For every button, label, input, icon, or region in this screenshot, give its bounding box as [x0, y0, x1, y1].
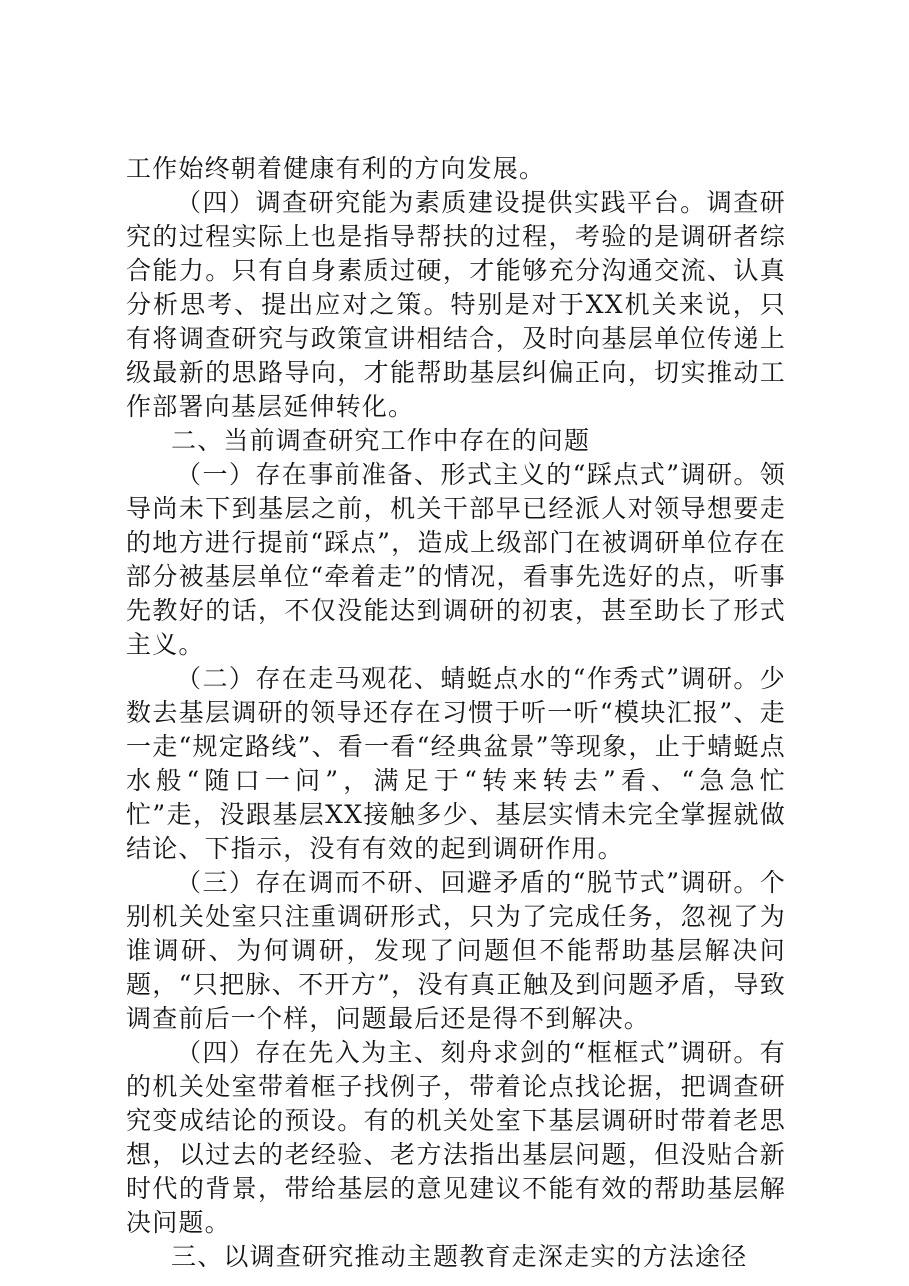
paragraph-continuation: 工作始终朝着健康有利的方向发展。	[126, 154, 546, 183]
section-heading-problems: 二、当前调查研究工作中存在的问题	[171, 426, 591, 455]
paragraph-problem-three: （三）存在调而不研、回避矛盾的“脱节式”调研。个别机关处室只注重调研形式，只为了完成任务，忽视了为谁调研、为何调研，发现了问题但不能帮助基层解决问题，“只把脉、不开方”，没有真正触及到问题矛盾，导致调查前后一个样，问题最后还是得不到解决。	[126, 868, 786, 1033]
section-heading-methods: 三、以调查研究推动主题教育走深走实的方法途径	[171, 1242, 748, 1271]
document-body	[126, 152, 786, 1274]
paragraph-problem-two: （二）存在走马观花、蜻蜓点水的“作秀式”调研。少数去基层调研的领导还存在习惯于听一听“模块汇报”、走一走“规定路线”、看一看“经典盆景”等现象，止于蜻蜓点水般“随口一问”，满足于“转来转去”看、“急急忙忙”走，没跟基层XX接触多少、基层实情未完全掌握就做结论、下指示，没有有效的起到调研作用。	[126, 664, 786, 863]
paragraph-problem-one: （一）存在事前准备、形式主义的“踩点式”调研。领导尚未下到基层之前，机关干部早已经派人对领导想要走的地方进行提前“踩点”，造成上级部门在被调研单位存在部分被基层单位“牵着走”的情况，看事先选好的点，听事先教好的话，不仅没能达到调研的初衷，甚至助长了形式主义。	[126, 460, 786, 659]
paragraph-quality-building: （四）调查研究能为素质建设提供实践平台。调查研究的过程实际上也是指导帮扶的过程，考验的是调研者综合能力。只有自身素质过硬，才能够充分沟通交流、认真分析思考、提出应对之策。特别是对于XX机关来说，只有将调查研究与政策宣讲相结合，及时向基层单位传递上级最新的思路导向，才能帮助基层纠偏正向，切实推动工作部署向基层延伸转化。	[126, 188, 786, 421]
paragraph-problem-four: （四）存在先入为主、刻舟求剑的“框框式”调研。有的机关处室带着框子找例子，带着论点找论据，把调查研究变成结论的预设。有的机关处室下基层调研时带着老思想，以过去的老经验、老方法指出基层问题，但没贴合新时代的背景，带给基层的意见建议不能有效的帮助基层解决问题。	[126, 1038, 786, 1237]
